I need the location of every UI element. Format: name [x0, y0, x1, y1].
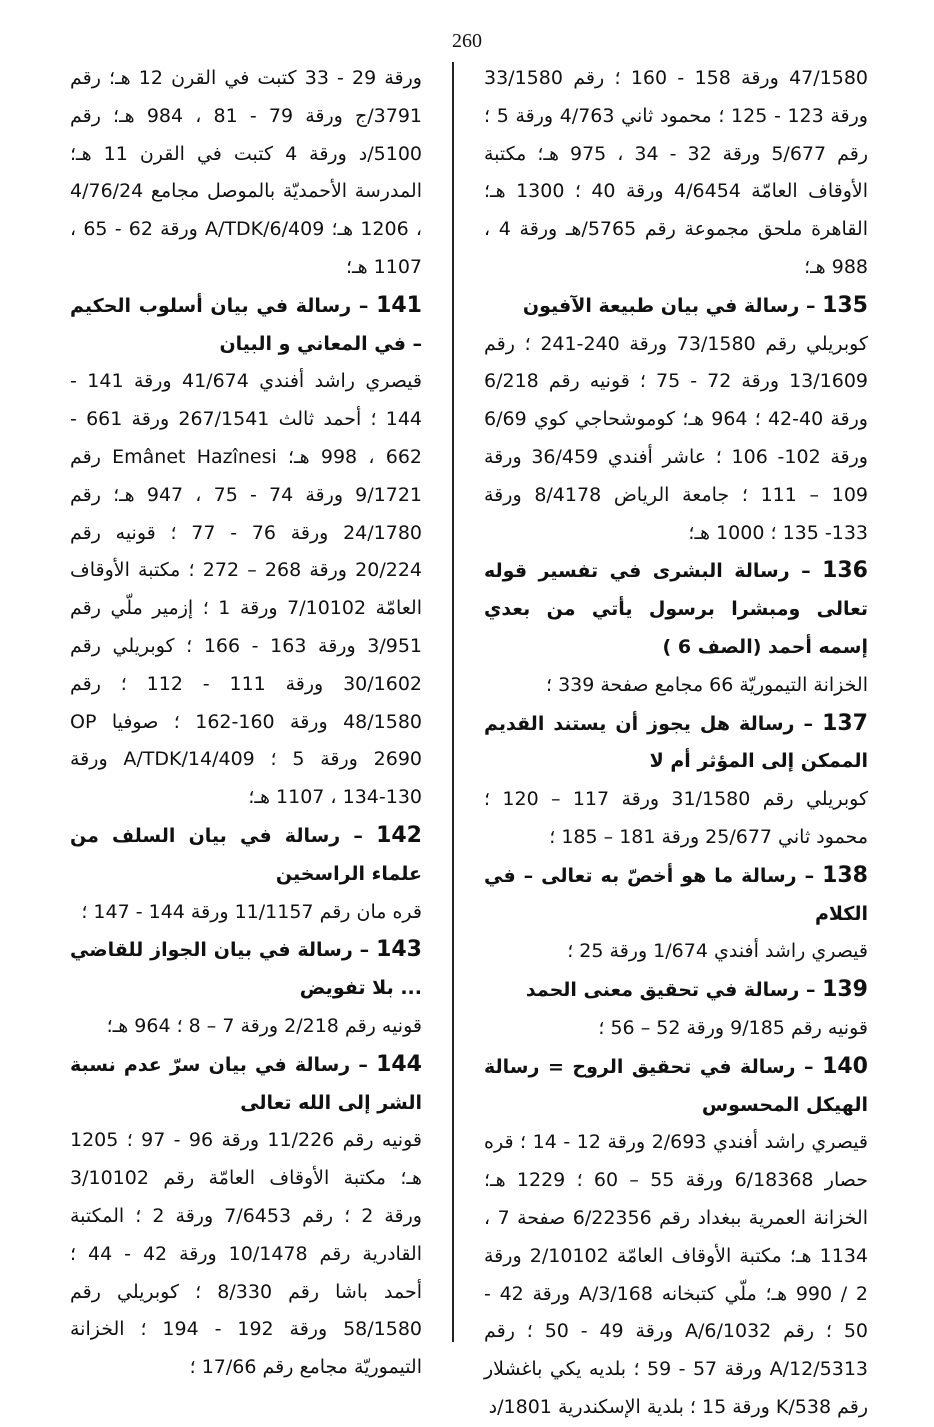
column-divider [452, 62, 454, 1342]
entry-continuation: 47/1580 ورقة 158 - 160 ؛ رقم 33/1580 ورقة 123 - 125 ؛ محمود ثاني 4/763 ورقة 5 ؛ رقم 5/677 ورقة 32 - 34 ، 975 هـ؛ مكتبة الأوقاف العامّة 4/6454 ورقة 40 ؛ 1300 هـ؛ القاهرة ملحق مجموعة رقم 5765/هـ ورقة 4 ، 988 هـ؛ [484, 67, 869, 278]
entry-heading-142: 142 – رسالة في بيان السلف من علماء الراسخين [70, 822, 422, 885]
entry-continuation: ورقة 29 - 33 كتبت في القرن 12 هـ؛ رقم 3791/ج ورقة 79 - 81 ، 984 هـ؛ رقم 5100/د ورقة 4 كتبت في القرن 11 هـ؛ المدرسة الأحمديّة بالموصل مجامع 4/76/24 ، 1206 هـ؛ 6/409/A/TDK ورقة 62 - 65 ، 1107 هـ؛ [70, 67, 423, 278]
entry-sources-142: قره مان رقم 11/1157 ورقة 144 - 147 ؛ [81, 900, 422, 923]
right-column [484, 60, 868, 1427]
entry-heading-143: 143 – رسالة في بيان الجواز للقاضي ... بلا تفويض [70, 937, 422, 1000]
entry-sources-143: قونيه رقم 2/218 ورقة 7 – 8 ؛ 964 هـ؛ [106, 1014, 422, 1037]
entry-sources-138: قيصري راشد أفندي 1/674 ورقة 25 ؛ [567, 940, 868, 963]
entry-heading-141: 141 – رسالة في بيان أسلوب الحكيم – في المعاني و البيان [70, 292, 422, 355]
page-number: 260 [452, 30, 482, 52]
left-column [70, 60, 422, 1387]
entry-heading-138: 138 – رسالة ما هو أخصّ به تعالى – في الكلام [484, 862, 868, 925]
entry-sources-140: قيصري راشد أفندي 2/693 ورقة 12 - 14 ؛ قره حصار 6/18368 ورقة 55 – 60 ؛ 1229 هـ؛ الخزانة العمرية ببغداد رقم 6/22356 صفحة 7 ، 1134 هـ؛ مكتبة الأوقاف العامّة 2/10102 ورقة 2 / 990 هـ؛ ملّي كتبخانه 3/168/A ورقة 42 - 50 ؛ رقم 6/1032/A ورقة 49 - 50 ؛ رقم 12/5313/A ورقة 57 - 59 ؛ بلديه يكي باغشلار رقم 538/K ورقة 15 ؛ بلدية الإسكندرية 1801/د [484, 1131, 869, 1418]
entry-sources-144: قونيه رقم 11/226 ورقة 96 - 97 ؛ 1205 هـ؛ مكتبة الأوقاف العامّة رقم 3/10102 ورقة 2 ؛ رقم 7/6453 ورقة 2 ؛ المكتبة القادرية رقم 10/1478 ورقة 42 - 44 ؛ أحمد باشا رقم 8/330 ؛ كوبريلي رقم 58/1580 ورقة 192 - 194 ؛ الخزانة التيموريّة مجامع رقم 17/66 ؛ [70, 1129, 422, 1379]
entry-heading-135: 135 – رسالة في بيان طبيعة الآفيون [522, 292, 868, 318]
entry-sources-136: الخزانة التيموريّة 66 مجامع صفحة 339 ؛ [545, 673, 868, 696]
entry-sources-135: كوبريلي رقم 73/1580 ورقة 240-241 ؛ رقم 13/1609 ورقة 72 - 75 ؛ قونيه رقم 6/218 ورقة 40-42 ؛ 964 هـ؛ كوموشحاجي كوي 6/69 ورقة 102- 106 ؛ عاشر أفندي 36/459 ورقة 109 – 111 ؛ جامعة الرياض 8/4178 ورقة 133- 135 ؛ 1000 هـ؛ [484, 332, 869, 544]
entry-heading-136: 136 – رسالة البشرى في تفسير قوله تعالى ومبشرا برسول يأتي من بعدي إسمه أحمد (الصف 6 ) [484, 558, 868, 658]
entry-heading-139: 139 – رسالة في تحقيق معنى الحمد [525, 977, 868, 1003]
entry-heading-144: 144 – رسالة في بيان سرّ عدم نسبة الشر إلى الله تعالى [70, 1051, 422, 1114]
entry-heading-137: 137 – رسالة هل يجوز أن يستند القديم الممكن إلى المؤثر أم لا [484, 710, 868, 773]
entry-sources-141: قيصري راشد أفندي 41/674 ورقة 141 - 144 ؛ أحمد ثالث 267/1541 ورقة 661 - 662 ، 998 هـ؛ Emânet Hazînesi رقم 9/1721 ورقة 74 - 75 ، 947 هـ؛ رقم 24/1780 ورقة 76 - 77 ؛ قونيه رقم 20/224 ورقة 268 – 272 ؛ مكتبة الأوقاف العامّة 7/10102 ورقة 1 ؛ إزمير ملّي رقم 3/951 ورقة 163 - 166 ؛ كوبريلي رقم 30/1602 ورقة 111 - 112 ؛ رقم 48/1580 ورقة 160-162 ؛ صوفيا OP 2690 ورقة 5 ؛ 14/409/A/TDK ورقة 130-134 ، 1107 هـ؛ [70, 370, 423, 809]
entry-sources-137: كوبريلي رقم 31/1580 ورقة 117 – 120 ؛ محمود ثاني 25/677 ورقة 181 – 185 ؛ [484, 788, 868, 848]
entry-sources-139: قونيه رقم 9/185 ورقة 52 – 56 ؛ [598, 1016, 868, 1039]
entry-heading-140: 140 – رسالة في تحقيق الروح = رسالة الهيكل المحسوس [484, 1053, 868, 1116]
